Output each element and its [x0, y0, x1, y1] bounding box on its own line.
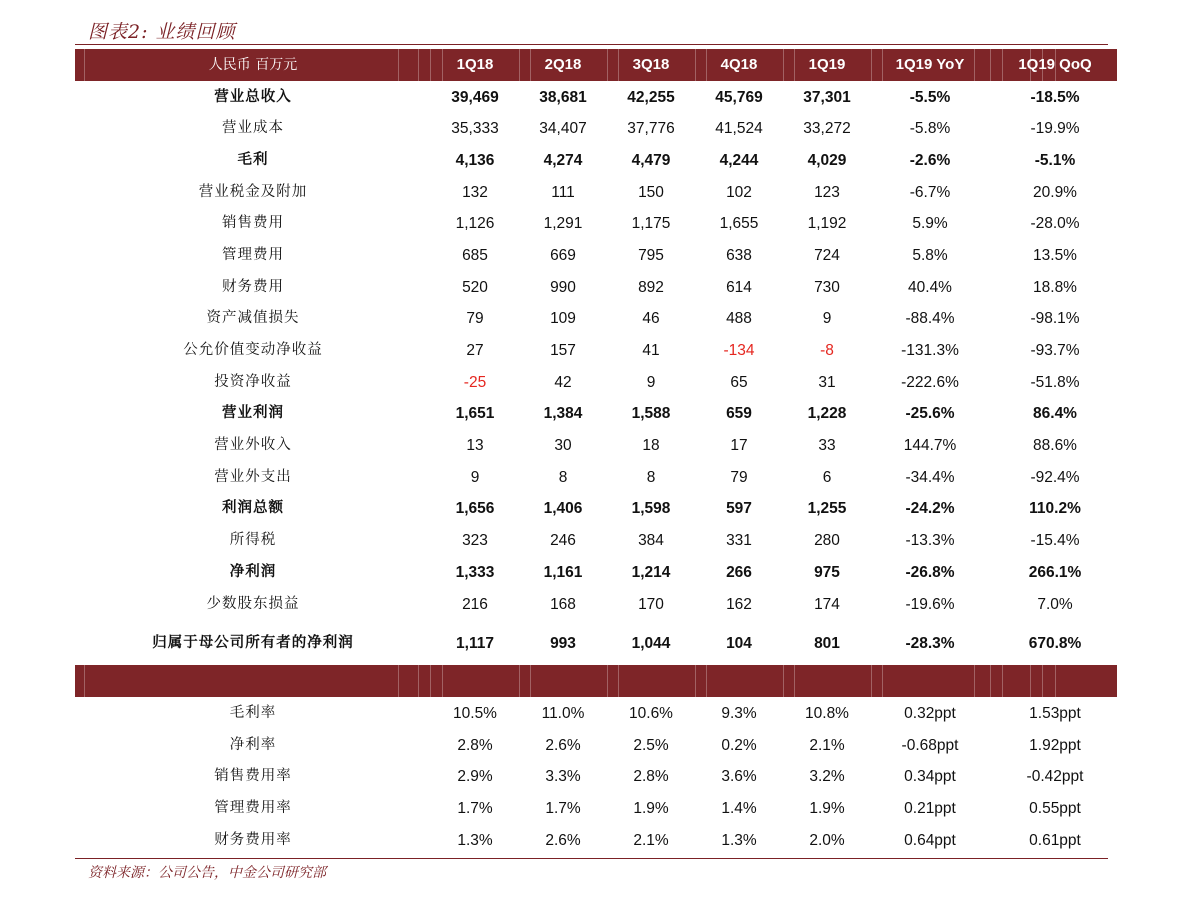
- row-value: 0.34ppt: [904, 768, 956, 785]
- row-value: 41,524: [715, 120, 763, 137]
- row-value: 9: [470, 469, 480, 486]
- row-value: 1,598: [631, 500, 671, 517]
- row-value: 4,244: [719, 152, 759, 169]
- row-value: 5.8%: [912, 247, 948, 264]
- row-value: 8: [646, 469, 656, 486]
- row-value: 170: [638, 596, 664, 613]
- row-value: 685: [462, 247, 488, 264]
- row-value: 1,291: [543, 215, 583, 232]
- row-value: 27: [466, 342, 484, 359]
- table-header-band: [75, 49, 1117, 81]
- table-row: [75, 793, 1117, 824]
- row-label: 销售费用: [222, 215, 284, 231]
- row-label: 销售费用率: [214, 768, 292, 784]
- row-value: -92.4%: [1030, 469, 1080, 486]
- row-label: 毛利率: [229, 705, 277, 721]
- row-value: 0.55ppt: [1029, 800, 1081, 817]
- row-value: 1,044: [631, 635, 671, 652]
- row-value: 109: [550, 310, 576, 327]
- row-value: 10.5%: [453, 705, 497, 722]
- row-value: 331: [726, 532, 752, 549]
- header-grid-tick: [794, 665, 795, 697]
- row-value: 4,136: [455, 152, 495, 169]
- table-row: [75, 589, 1117, 620]
- row-value: 10.8%: [805, 705, 849, 722]
- row-value: 1,126: [455, 215, 495, 232]
- row-value: 1,384: [543, 405, 583, 422]
- row-value: 5.9%: [912, 215, 948, 232]
- row-value: 37,776: [627, 120, 675, 137]
- row-label: 少数股东损益: [206, 596, 300, 612]
- row-value: 1,175: [631, 215, 671, 232]
- table-row: [75, 398, 1117, 429]
- row-value: -34.4%: [905, 469, 955, 486]
- row-value: 1.7%: [545, 800, 581, 817]
- row-value: 42,255: [627, 89, 675, 106]
- row-value: 2.5%: [633, 737, 669, 754]
- row-value: 614: [726, 279, 752, 296]
- column-header: 1Q19 YoY: [895, 56, 965, 73]
- row-label: 管理费用: [222, 247, 284, 263]
- row-value: 123: [814, 184, 840, 201]
- row-value: 2.6%: [545, 832, 581, 849]
- header-grid-tick: [519, 665, 520, 697]
- row-value: 3.3%: [545, 768, 581, 785]
- row-value: 1,214: [631, 564, 671, 581]
- row-value: 111: [551, 184, 575, 201]
- row-value: 1,655: [719, 215, 759, 232]
- row-value: 0.21ppt: [904, 800, 956, 817]
- row-value: -134: [723, 342, 755, 359]
- row-value: 9.3%: [721, 705, 757, 722]
- row-value: 2.9%: [457, 768, 493, 785]
- row-value: -26.8%: [905, 564, 955, 581]
- row-value: 9: [646, 374, 656, 391]
- row-value: 162: [726, 596, 752, 613]
- row-value: 266: [726, 564, 752, 581]
- table-row: [75, 208, 1117, 239]
- row-label: 财务费用率: [214, 832, 292, 848]
- row-value: 1,656: [455, 500, 495, 517]
- row-value: 30: [554, 437, 572, 454]
- table-row: [75, 557, 1117, 588]
- table-row: [75, 272, 1117, 303]
- row-value: 1.4%: [721, 800, 757, 817]
- row-value: 79: [730, 469, 748, 486]
- row-value: -8: [820, 342, 834, 359]
- header-grid-tick: [871, 665, 872, 697]
- row-value: -28.3%: [905, 635, 955, 652]
- row-value: 40.4%: [908, 279, 952, 296]
- row-value: 280: [814, 532, 840, 549]
- header-grid-tick: [398, 665, 399, 697]
- row-label: 营业税金及附加: [198, 184, 308, 200]
- figure-title: 图表2: 业绩回顾: [88, 21, 236, 43]
- row-value: 150: [638, 184, 664, 201]
- row-value: 86.4%: [1033, 405, 1077, 422]
- row-value: 990: [550, 279, 576, 296]
- table-row: [75, 367, 1117, 398]
- row-value: 2.0%: [809, 832, 845, 849]
- row-label: 营业成本: [222, 120, 284, 136]
- table-row: [75, 730, 1117, 761]
- row-label: 资产减值损失: [206, 310, 300, 326]
- table-row: [75, 430, 1117, 461]
- row-value: -131.3%: [901, 342, 959, 359]
- row-value: 724: [814, 247, 840, 264]
- row-value: -19.9%: [1030, 120, 1080, 137]
- row-label: 管理费用率: [214, 800, 292, 816]
- row-value: 7.0%: [1037, 596, 1073, 613]
- row-label: 营业外支出: [214, 469, 292, 485]
- table-row: [75, 113, 1117, 144]
- row-value: 1,192: [807, 215, 847, 232]
- row-value: 795: [638, 247, 664, 264]
- row-value: 993: [550, 635, 576, 652]
- row-value: 669: [550, 247, 576, 264]
- row-value: -5.5%: [909, 89, 951, 106]
- row-value: -19.6%: [905, 596, 955, 613]
- header-grid-tick: [783, 665, 784, 697]
- row-value: -88.4%: [905, 310, 955, 327]
- row-value: 10.6%: [629, 705, 673, 722]
- row-value: 65: [730, 374, 748, 391]
- row-value: 1,651: [455, 405, 495, 422]
- row-value: 1.9%: [633, 800, 669, 817]
- table-row: [75, 825, 1117, 856]
- row-value: 1,117: [456, 635, 494, 652]
- table-row: [75, 462, 1117, 493]
- row-value: -6.7%: [909, 184, 951, 201]
- row-value: 18: [642, 437, 660, 454]
- row-value: 801: [814, 635, 840, 652]
- row-value: 174: [814, 596, 840, 613]
- row-value: 597: [726, 500, 752, 517]
- row-value: -25: [463, 374, 487, 391]
- source-note: 资料来源：公司公告，中金公司研究部: [88, 865, 326, 881]
- column-header: 2Q18: [544, 56, 582, 73]
- row-value: -15.4%: [1030, 532, 1080, 549]
- row-value: 39,469: [451, 89, 499, 106]
- row-value: 659: [726, 405, 752, 422]
- row-value: 104: [726, 635, 752, 652]
- header-grid-tick: [442, 665, 443, 697]
- row-value: 323: [462, 532, 488, 549]
- row-value: 1,255: [807, 500, 847, 517]
- column-header: 3Q18: [632, 56, 670, 73]
- row-value: 41: [642, 342, 660, 359]
- row-value: 1.3%: [721, 832, 757, 849]
- row-value: 157: [550, 342, 576, 359]
- table-row: [75, 525, 1117, 556]
- row-label: 净利润: [229, 564, 277, 580]
- header-grid-tick: [1002, 665, 1003, 697]
- row-value: -2.6%: [909, 152, 951, 169]
- row-value: 13.5%: [1033, 247, 1077, 264]
- row-value: 1,333: [455, 564, 495, 581]
- row-value: 8: [558, 469, 568, 486]
- row-value: -93.7%: [1030, 342, 1080, 359]
- header-grid-tick: [990, 665, 991, 697]
- header-grid-tick: [84, 665, 85, 697]
- row-value: 20.9%: [1033, 184, 1077, 201]
- row-label: 投资净收益: [214, 374, 292, 390]
- row-value: -18.5%: [1030, 89, 1080, 106]
- row-value: 38,681: [539, 89, 587, 106]
- table-row: [75, 335, 1117, 366]
- row-value: 37,301: [803, 89, 851, 106]
- row-value: 4,029: [807, 152, 847, 169]
- row-value: -13.3%: [905, 532, 955, 549]
- row-value: 246: [550, 532, 576, 549]
- row-label: 营业总收入: [214, 89, 292, 105]
- row-value: 3.2%: [809, 768, 845, 785]
- row-value: 110.2%: [1029, 500, 1081, 517]
- header-grid-tick: [695, 665, 696, 697]
- row-value: 1,228: [807, 405, 847, 422]
- row-value: 2.1%: [809, 737, 845, 754]
- row-value: 2.8%: [457, 737, 493, 754]
- row-label: 归属于母公司所有者的净利润: [152, 635, 354, 651]
- header-grid-tick: [607, 665, 608, 697]
- row-label: 净利率: [229, 737, 277, 753]
- row-value: 6: [822, 469, 832, 486]
- row-value: 79: [466, 310, 484, 327]
- row-value: 670.8%: [1028, 635, 1082, 652]
- header-grid-tick: [706, 665, 707, 697]
- row-label: 营业利润: [222, 405, 284, 421]
- row-label: 营业外收入: [214, 437, 292, 453]
- row-value: 1,588: [631, 405, 671, 422]
- row-label: 所得税: [229, 532, 277, 548]
- row-value: 144.7%: [903, 437, 957, 454]
- row-value: 33: [818, 437, 836, 454]
- column-header: 1Q19 QoQ: [1018, 56, 1092, 73]
- row-value: 4,274: [543, 152, 583, 169]
- table-row: [75, 177, 1117, 208]
- row-value: -0.42ppt: [1026, 768, 1084, 785]
- header-grid-tick: [974, 665, 975, 697]
- row-value: 0.2%: [721, 737, 757, 754]
- header-grid-tick: [530, 665, 531, 697]
- row-value: 1,161: [543, 564, 583, 581]
- row-label: 公允价值变动净收益: [183, 342, 323, 358]
- row-value: 18.8%: [1033, 279, 1077, 296]
- row-value: 35,333: [451, 120, 499, 137]
- row-value: 216: [462, 596, 488, 613]
- column-header: 1Q18: [456, 56, 494, 73]
- table-row: [75, 493, 1117, 524]
- row-value: 34,407: [539, 120, 587, 137]
- row-value: 42: [554, 374, 572, 391]
- row-value: 2.6%: [545, 737, 581, 754]
- row-value: -0.68ppt: [901, 737, 959, 754]
- row-value: -5.1%: [1034, 152, 1076, 169]
- row-value: 9: [822, 310, 832, 327]
- row-value: 1.7%: [457, 800, 493, 817]
- row-value: 384: [638, 532, 664, 549]
- column-header: 1Q19: [808, 56, 846, 73]
- row-value: 1.53ppt: [1029, 705, 1081, 722]
- row-label: 利润总额: [222, 500, 284, 516]
- row-value: 1.9%: [809, 800, 845, 817]
- header-grid-tick: [430, 665, 431, 697]
- row-value: -98.1%: [1030, 310, 1080, 327]
- table-section-divider-band: [75, 665, 1117, 697]
- table-row: [75, 698, 1117, 729]
- row-value: 45,769: [715, 89, 763, 106]
- row-value: 168: [550, 596, 576, 613]
- row-value: -222.6%: [901, 374, 959, 391]
- row-value: 11.0%: [541, 705, 585, 722]
- row-value: 0.64ppt: [904, 832, 956, 849]
- row-value: 488: [726, 310, 752, 327]
- row-value: 1.3%: [457, 832, 493, 849]
- row-label: 毛利: [237, 152, 269, 168]
- header-grid-tick: [418, 665, 419, 697]
- header-grid-tick: [1030, 665, 1031, 697]
- row-value: 1,406: [543, 500, 583, 517]
- row-value: 0.61ppt: [1029, 832, 1081, 849]
- header-grid-tick: [882, 665, 883, 697]
- row-value: 2.8%: [633, 768, 669, 785]
- title-divider: [75, 44, 1108, 45]
- column-header: 4Q18: [720, 56, 758, 73]
- table-row: [75, 240, 1117, 271]
- row-value: 4,479: [631, 152, 671, 169]
- row-label: 财务费用: [222, 279, 284, 295]
- row-value: 1.92ppt: [1029, 737, 1081, 754]
- row-value: 33,272: [803, 120, 851, 137]
- row-value: 46: [642, 310, 660, 327]
- row-value: 730: [814, 279, 840, 296]
- row-value: 88.6%: [1033, 437, 1077, 454]
- row-value: 638: [726, 247, 752, 264]
- row-value: -5.8%: [909, 120, 951, 137]
- table-row: [75, 82, 1117, 113]
- header-grid-tick: [1042, 665, 1043, 697]
- row-value: -51.8%: [1030, 374, 1080, 391]
- row-value: 520: [462, 279, 488, 296]
- row-value: 13: [466, 437, 484, 454]
- row-value: 17: [730, 437, 748, 454]
- row-value: -25.6%: [905, 405, 955, 422]
- bottom-divider: [75, 858, 1108, 859]
- row-value: 31: [818, 374, 836, 391]
- header-grid-tick: [990, 49, 991, 81]
- table-row: [75, 145, 1117, 176]
- table-row: [75, 761, 1117, 792]
- header-grid-tick: [618, 665, 619, 697]
- row-value: 892: [638, 279, 664, 296]
- row-value: 132: [462, 184, 488, 201]
- row-value: 0.32ppt: [904, 705, 956, 722]
- row-value: -28.0%: [1030, 215, 1080, 232]
- row-value: 3.6%: [721, 768, 757, 785]
- row-value: 2.1%: [633, 832, 669, 849]
- row-value: 266.1%: [1028, 564, 1082, 581]
- header-unit-label: 人民币 百万元: [208, 57, 298, 73]
- table-row: [75, 628, 1117, 659]
- table-row: [75, 303, 1117, 334]
- header-grid-tick: [1055, 665, 1056, 697]
- row-value: 975: [814, 564, 840, 581]
- row-value: 102: [726, 184, 752, 201]
- row-value: -24.2%: [905, 500, 955, 517]
